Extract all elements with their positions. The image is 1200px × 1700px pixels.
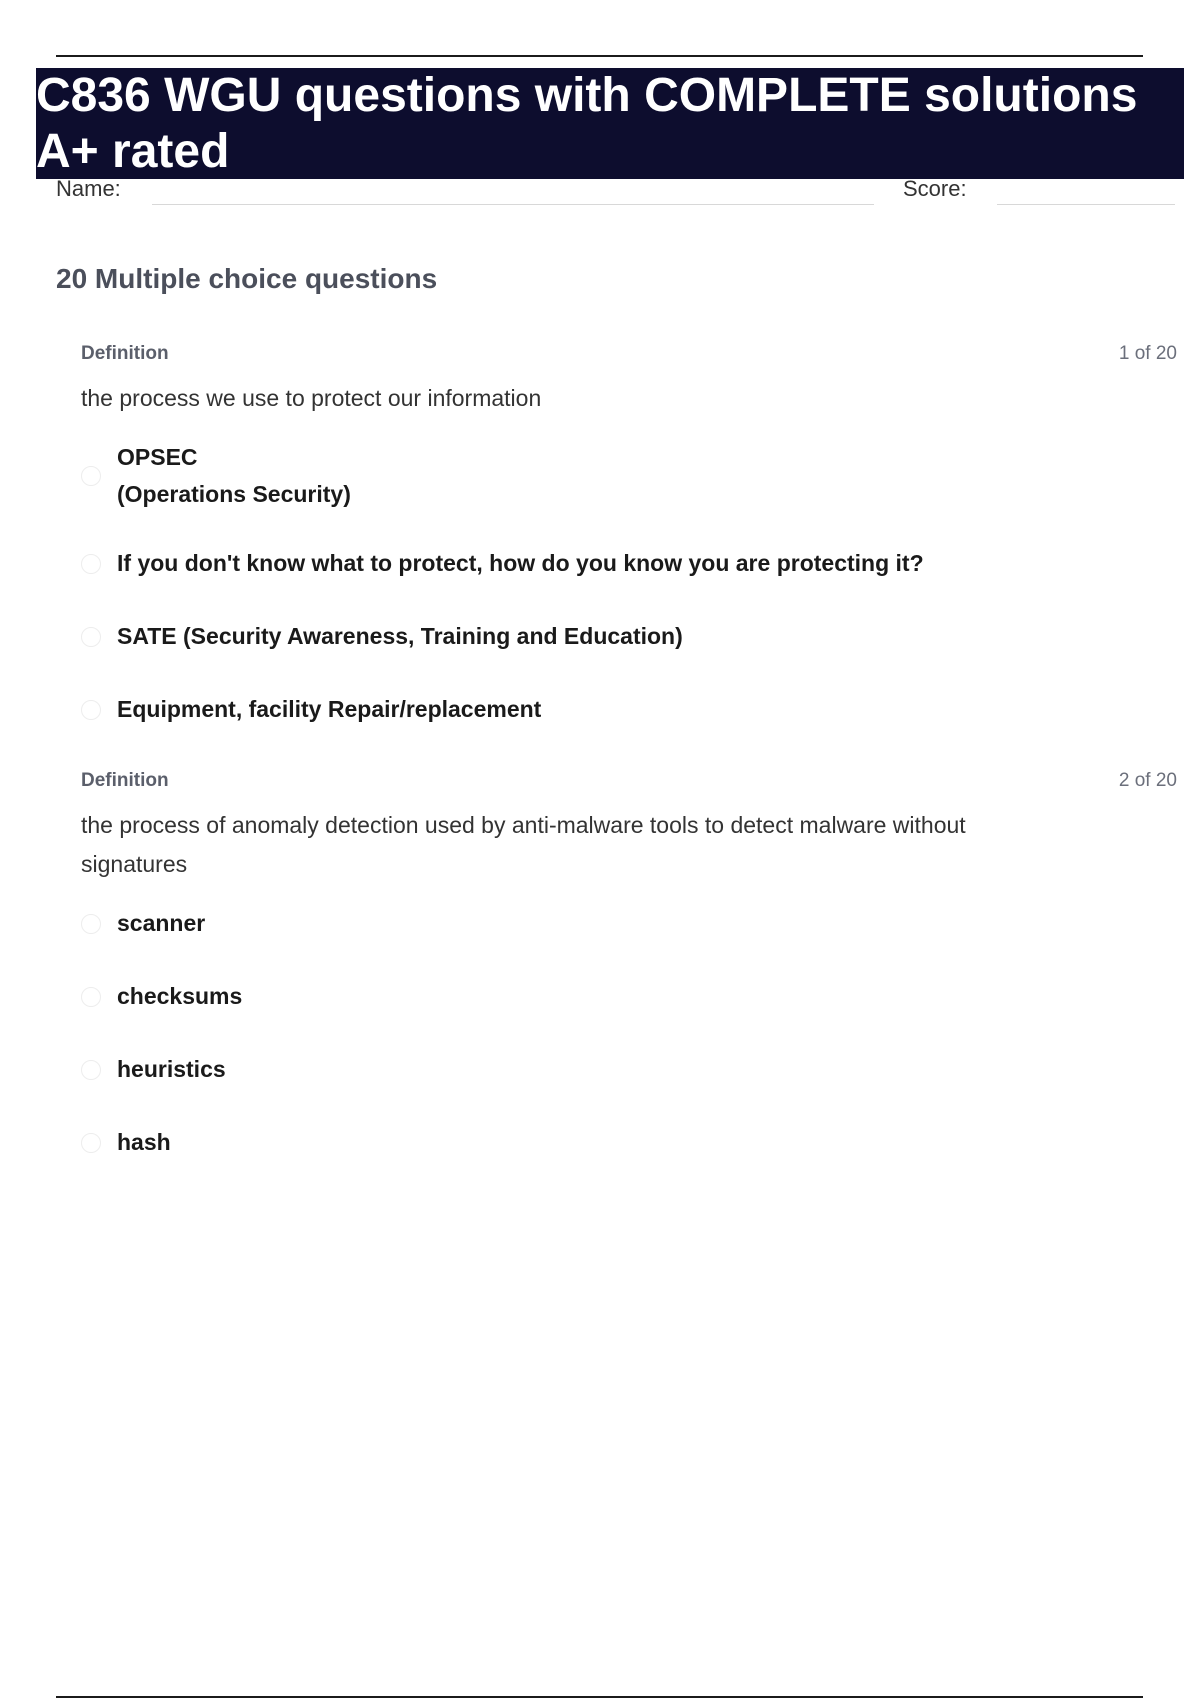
name-label: Name: <box>56 176 121 201</box>
document-title: C836 WGU questions with COMPLETE solutions A+ rated <box>36 68 1184 179</box>
answer-label: scanner <box>117 910 206 936</box>
radio-button[interactable] <box>81 627 101 647</box>
answer-option[interactable] <box>81 905 205 942</box>
answer-option[interactable] <box>81 618 683 655</box>
answer-label: heuristics <box>117 1056 226 1082</box>
radio-button[interactable] <box>81 1060 101 1080</box>
radio-button[interactable] <box>81 914 101 934</box>
question-card-1 <box>81 343 1177 743</box>
answer-label: SATE (Security Awareness, Training and Education) <box>117 623 683 649</box>
question-type: Definition <box>81 770 169 791</box>
answer-option[interactable] <box>81 978 242 1015</box>
name-score-row <box>56 176 1176 208</box>
radio-button[interactable] <box>81 987 101 1007</box>
answer-label: If you don't know what to protect, how do you know you are protecting it? <box>117 550 924 576</box>
top-rule <box>56 55 1143 57</box>
score-field[interactable] <box>997 204 1175 205</box>
question-card-2 <box>81 770 1177 1170</box>
answer-option[interactable] <box>81 439 351 513</box>
answer-option[interactable] <box>81 1051 226 1088</box>
radio-button[interactable] <box>81 700 101 720</box>
radio-button[interactable] <box>81 466 101 486</box>
radio-button[interactable] <box>81 1133 101 1153</box>
bottom-rule <box>56 1696 1143 1698</box>
question-prompt: the process we use to protect our information <box>81 385 542 411</box>
question-prompt: the process of anomaly detection used by anti-malware tools to detect malware without signatures <box>81 812 966 877</box>
answer-label: OPSEC (Operations Security) <box>117 444 351 507</box>
name-field[interactable] <box>152 204 874 205</box>
answer-option[interactable] <box>81 545 924 582</box>
question-counter: 2 of 20 <box>1118 770 1177 791</box>
answer-option[interactable] <box>81 691 541 728</box>
section-heading: 20 Multiple choice questions <box>56 263 438 294</box>
answer-option[interactable] <box>81 1124 171 1161</box>
score-label: Score: <box>903 176 967 201</box>
answer-label: checksums <box>117 983 243 1009</box>
radio-button[interactable] <box>81 554 101 574</box>
answer-label: hash <box>117 1129 171 1155</box>
question-type: Definition <box>81 343 169 364</box>
question-counter: 1 of 20 <box>1118 343 1177 364</box>
answer-label: Equipment, facility Repair/replacement <box>117 696 542 722</box>
